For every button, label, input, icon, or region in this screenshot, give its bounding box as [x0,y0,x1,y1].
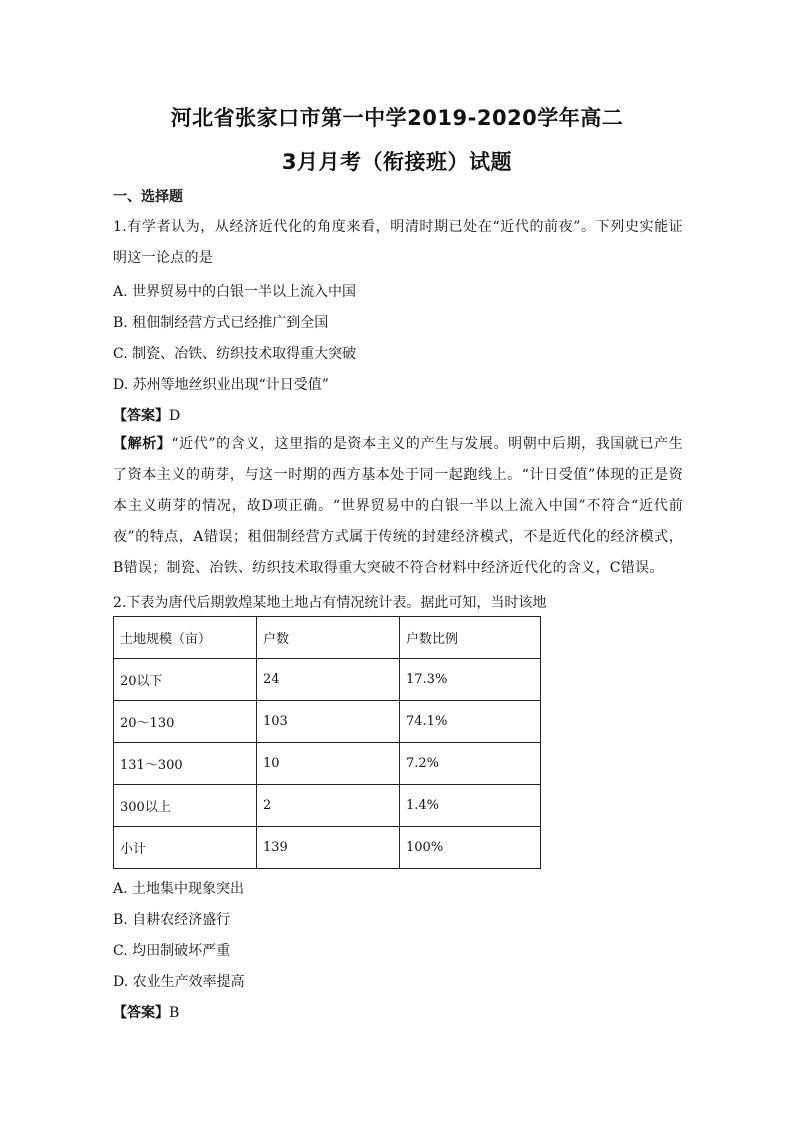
table-cell: 20以下 [114,659,257,701]
table-row [114,743,541,785]
question-2-option-c: C. 均田制破坏严重 [113,943,231,959]
table-cell: 20～130 [114,701,257,743]
answer-value: B [169,1005,180,1021]
table-row [114,827,541,869]
analysis-label: 【解析】 [113,436,172,452]
table-cell: 7.2% [400,743,541,785]
table-cell: 小计 [114,827,257,869]
question-2-option-b: B. 自耕农经济盛行 [113,912,231,928]
table-cell: 103 [257,701,400,743]
question-1-option-c: C. 制瓷、冶铁、纺织技术取得重大突破 [113,346,357,362]
question-1-option-a: A. 世界贸易中的白银一半以上流入中国 [113,284,357,300]
table-cell: 1.4% [400,785,541,827]
document-title-line2: 3月月考（衔接班）试题 [281,150,513,174]
table-row [114,785,541,827]
document-title-line1: 河北省张家口市第一中学2019-2020学年高二 [170,106,624,130]
table-cell: 24 [257,659,400,701]
table-cell: 300以上 [114,785,257,827]
table-cell: 139 [257,827,400,869]
answer-label: 【答案】 [113,1005,169,1021]
table-cell: 2 [257,785,400,827]
question-1-analysis [113,429,683,584]
question-1-answer [113,405,180,425]
question-2-stem: 2.下表为唐代后期敦煌某地土地占有情况统计表。据此可知，当时该地 [113,595,547,611]
question-2-answer [113,1002,179,1022]
question-2-option-a: A. 土地集中现象突出 [113,881,245,897]
question-1-option-d: D. 苏州等地丝织业出现“计日受值” [113,377,329,393]
table-header-cell: 户数比例 [400,617,541,659]
table-row [114,701,541,743]
table-cell: 17.3% [400,659,541,701]
table-row [114,659,541,701]
question-2-option-d: D. 农业生产效率提高 [113,974,245,990]
table-cell: 131～300 [114,743,257,785]
table-cell: 74.1% [400,701,541,743]
table-cell: 100% [400,827,541,869]
section-heading: 一、选择题 [113,189,183,205]
analysis-text: “近代”的含义，这里指的是资本主义的产生与发展。明朝中后期，我国就已产生了资本主义的萌芽，与这一时期的西方基本处于同一起跑线上。“计日受值”体现的正是资本主义萌芽的情况，故D项正确。“世界贸易中的白银一半以上流入中国”不符合“近代前夜”的特点，A错误；租佃制经营方式属于传统的封建经济模式，不是近代化的经济模式，B错误；制瓷、冶铁、纺织技术取得重大突破不符合材料中经济近代化的含义，C错误。 [113,436,683,576]
answer-value: D [169,408,181,424]
table-header-row [114,617,541,659]
land-ownership-table [113,616,541,869]
table-header-cell: 土地规模（亩） [114,617,257,659]
table-header-cell: 户数 [257,617,400,659]
question-1-option-b: B. 租佃制经营方式已经推广到全国 [113,315,329,331]
table-cell: 10 [257,743,400,785]
answer-label: 【答案】 [113,408,169,424]
question-1-stem: 1.有学者认为，从经济近代化的角度来看，明清时期已处在“近代的前夜”。下列史实能证明这一论点的是 [113,219,683,266]
